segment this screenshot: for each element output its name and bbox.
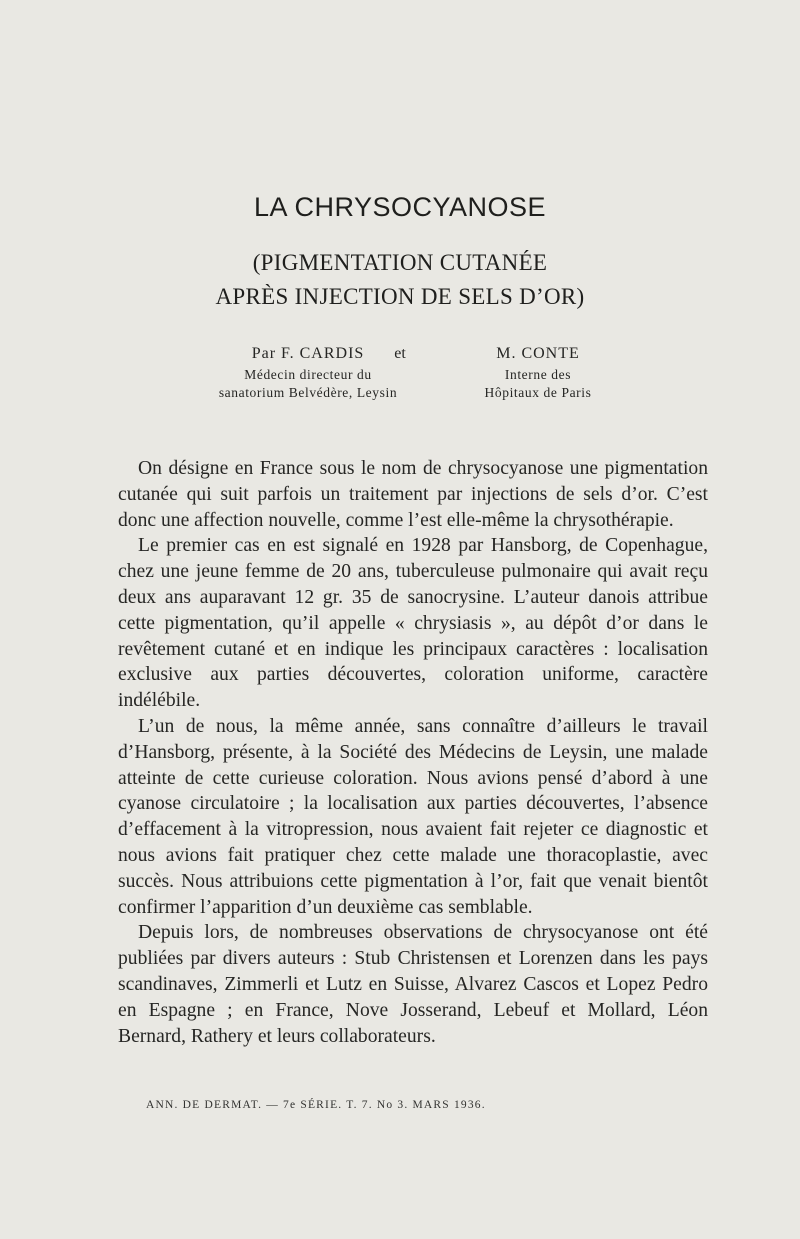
author-affiliation-line2: Hôpitaux de Paris bbox=[484, 385, 592, 400]
body-paragraph: Depuis lors, de nombreuses observations de chrysocyanose ont été publiées par divers auteurs : Stub Christensen et Lorenzen dans les pays scandinaves, Zimmerli et Lutz en Suisse, Alvarez Cascos et Lopez Pedro en Espagne ; en France, Nove Josserand, Lebeuf et Mollard, Léon Bernard, Rathery et leurs collaborateurs. bbox=[118, 922, 708, 1047]
body-paragraph: Le premier cas en est signalé en 1928 par Hansborg, de Copenhague, chez une jeune femme de 20 ans, tuberculeuse pulmonaire qui avait reçu deux ans auparavant 12 gr. 35 de sanocrysine. L’auteur danois attribue cette pigmentation, qu’il appelle « chrysiasis », au dépôt d’or dans le revêtement cutané et en indique les principaux caractères : localisation exclusive aux parties découvertes, coloration uniforme, caractère indélébile. bbox=[118, 535, 708, 712]
author-block bbox=[0, 342, 800, 412]
author-affiliation-line1: Médecin directeur du bbox=[244, 367, 372, 382]
author-affiliation-line2: sanatorium Belvédère, Leysin bbox=[218, 385, 398, 400]
article-subtitle-line1: (PIGMENTATION CUTANÉE bbox=[252, 250, 548, 275]
body-paragraph: On désigne en France sous le nom de chrysocyanose une pigmentation cutanée qui suit parfois un traitement par injections de sels d’or. C’est donc une affection nouvelle, comme l’est elle-même la chrysothérapie. bbox=[118, 458, 708, 531]
author-name: Par F. CARDIS bbox=[251, 345, 365, 362]
body-paragraph: L’un de nous, la même année, sans connaître d’ailleurs le travail d’Hansborg, présente, à la Société des Médecins de Leysin, une malade atteinte de cette curieuse coloration. Nous avions pensé d’abord à une cyanose circulatoire ; la localisation aux parties découvertes, l’absence d’effacement à la vitropression, nous avaient fait rejeter ce diagnostic et nous avions fait pratiquer chez cette malade une thoracoplastie, avec succès. Nous attribuions cette pigmentation à l’or, fait que venait bientôt confirmer l’apparition d’un deuxième cas semblable. bbox=[118, 715, 708, 918]
author-name: M. CONTE bbox=[496, 345, 580, 362]
article-subtitle-line2: APRÈS INJECTION DE SELS D’OR) bbox=[215, 284, 585, 309]
author-separator: et bbox=[394, 345, 406, 362]
article-title: LA CHRYSOCYANOSE bbox=[253, 192, 547, 222]
journal-citation-footer: ANN. DE DERMAT. — 7e SÉRIE. T. 7. No 3. MARS 1936. bbox=[146, 1099, 486, 1111]
article-body bbox=[118, 456, 708, 1049]
author-affiliation-line1: Interne des bbox=[504, 367, 572, 382]
author-conte bbox=[418, 342, 658, 402]
